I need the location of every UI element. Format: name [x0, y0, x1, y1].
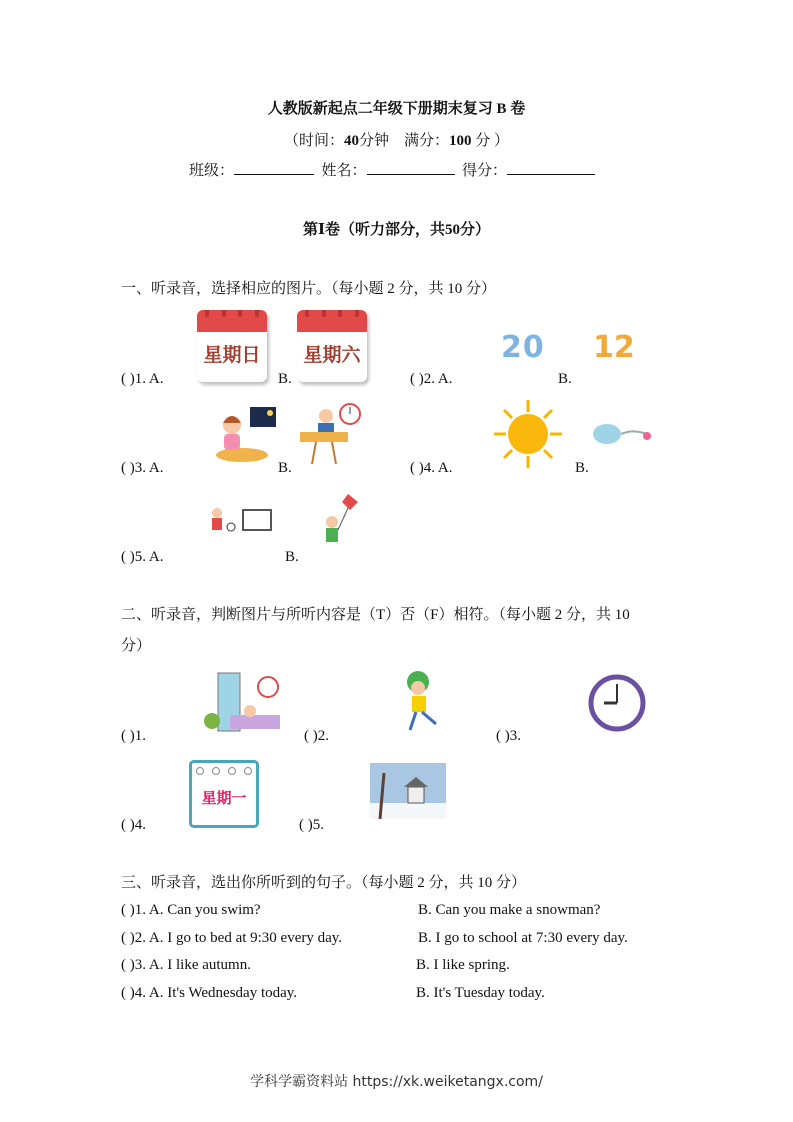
- boy-head: [319, 409, 333, 423]
- score-value: 100: [449, 133, 472, 149]
- leg-shape: [422, 712, 436, 724]
- section3-heading: 三、听录音，选出你所听到的句子。（每小题 2 分，共 10 分）: [121, 875, 527, 891]
- boy-wakeup-image: [204, 671, 282, 735]
- boy-body: [326, 528, 338, 542]
- s3-q2-b: B. I go to school at 7:30 every day.: [418, 930, 628, 946]
- section1-heading: 一、听录音，选择相应的图片。（每小题 2 分，共 10 分）: [121, 281, 497, 297]
- snow-scene-image: [370, 763, 446, 819]
- clock-shape: [258, 677, 278, 697]
- s3-q4-b: B. It's Tuesday today.: [416, 985, 545, 1001]
- s1-q1: ( )1. A.: [121, 371, 164, 387]
- part1-title-text: 第Ⅰ卷（听力部分，共: [302, 222, 445, 238]
- cloud-shape: [593, 424, 621, 444]
- s1-q3-b: B.: [278, 460, 292, 476]
- moon-shape: [267, 410, 273, 416]
- girl-eating-night-image: [206, 405, 278, 465]
- s3-q3-b: B. I like spring.: [416, 957, 510, 973]
- s2-q5: ( )5.: [299, 817, 324, 833]
- time-prefix: （时间：: [283, 133, 344, 149]
- class-blank[interactable]: [234, 174, 314, 175]
- score-blank[interactable]: [507, 174, 595, 175]
- calendar-monday-text: 星期一: [201, 789, 247, 807]
- student-info: [189, 159, 595, 180]
- s2-q1: ( )1.: [121, 728, 146, 744]
- boy-face: [411, 681, 425, 695]
- s1-q4-b: B.: [575, 460, 589, 476]
- footer-watermark: 学科学霸资料站 https://xk.weiketangx.com/: [250, 1074, 543, 1090]
- boy-football-image: [207, 505, 275, 545]
- title-text: 人教版新起点二年级下册期末复习: [267, 101, 493, 117]
- s1-q1-b: B.: [278, 371, 292, 387]
- score-suffix: 分 ）: [475, 133, 510, 149]
- girl-body: [224, 434, 240, 450]
- s1-q2: ( )2. A.: [410, 371, 453, 387]
- s2-q2: ( )2.: [304, 728, 329, 744]
- s1-q2-b: B.: [558, 371, 572, 387]
- title-suffix: B 卷: [496, 101, 526, 117]
- chair-leg: [312, 442, 316, 464]
- leg-shape: [410, 712, 416, 730]
- calendar-saturday-text: 星期六: [303, 344, 361, 366]
- name-blank[interactable]: [367, 174, 455, 175]
- calendar-rings: [192, 767, 256, 775]
- s1-q5-b: B.: [285, 549, 299, 565]
- doc-title: [0, 97, 793, 118]
- boy-kite-image: [318, 492, 360, 554]
- calendar-header: [297, 310, 367, 332]
- score-field-label: 得分：: [462, 163, 508, 179]
- score-label: 满分：: [404, 133, 450, 149]
- class-label: 班级：: [189, 163, 235, 179]
- football-shape: [227, 523, 235, 531]
- part1-points: 50: [445, 222, 460, 238]
- table-shape: [216, 448, 268, 462]
- kite-shape: [342, 494, 358, 510]
- flower-shape: [643, 432, 651, 440]
- number-20-image: 20: [501, 330, 545, 365]
- section2-heading-line1: 二、听录音，判断图片与所听内容是（T）否（F）相符。（每小题 2 分，共 10: [121, 607, 630, 623]
- s3-q2-a: ( )2. A. I go to bed at 9:30 every day.: [121, 930, 343, 946]
- s3-q3-a: ( )3. A. I like autumn.: [121, 957, 251, 973]
- boy-head: [212, 508, 222, 518]
- plant-shape: [204, 713, 220, 729]
- number-12-image: 12: [593, 330, 635, 365]
- part1-title: [0, 218, 793, 239]
- s2-q3: ( )3.: [496, 728, 521, 744]
- time-value: 40: [343, 133, 359, 149]
- bed-shape: [230, 715, 280, 729]
- boy-eating-morning-image: [298, 402, 364, 468]
- s3-q1-b: B. Can you make a snowman?: [418, 902, 601, 918]
- night-window: [250, 407, 276, 427]
- boy-skating-image: [398, 668, 450, 736]
- s3-q4-a: ( )4. A. It's Wednesday today.: [121, 985, 298, 1001]
- s2-q4: ( )4.: [121, 817, 146, 833]
- boy-body: [212, 518, 222, 530]
- s3-q1-a: ( )1. A. Can you swim?: [121, 902, 261, 918]
- purple-clock-image: [588, 674, 646, 732]
- boy-head: [244, 705, 256, 717]
- time-unit: 分钟: [358, 133, 389, 149]
- boy-head: [326, 516, 338, 528]
- calendar-saturday-image: [297, 310, 367, 382]
- chair-leg: [332, 442, 336, 464]
- table-shape: [300, 432, 348, 442]
- time-info: [0, 129, 793, 150]
- calendar-header: [197, 310, 267, 332]
- boy-body: [412, 696, 426, 712]
- girl-hair: [223, 416, 241, 423]
- sun-image: [492, 398, 564, 470]
- s1-q3: ( )3. A.: [121, 460, 164, 476]
- name-label: 姓名：: [321, 163, 367, 179]
- kite-string: [338, 508, 348, 530]
- wind-cloud-image: [591, 418, 663, 448]
- section2-heading-line2: 分）: [121, 638, 152, 654]
- goal-net: [243, 510, 271, 530]
- pavilion-shape: [408, 787, 424, 803]
- s1-q4: ( )4. A.: [410, 460, 453, 476]
- part1-suffix: 分）: [460, 222, 491, 238]
- calendar-sunday-text: 星期日: [203, 344, 261, 366]
- sun-disc: [508, 414, 548, 454]
- calendar-monday-image: [189, 760, 259, 828]
- calendar-sunday-image: [197, 310, 267, 382]
- s1-q5: ( )5. A.: [121, 549, 164, 565]
